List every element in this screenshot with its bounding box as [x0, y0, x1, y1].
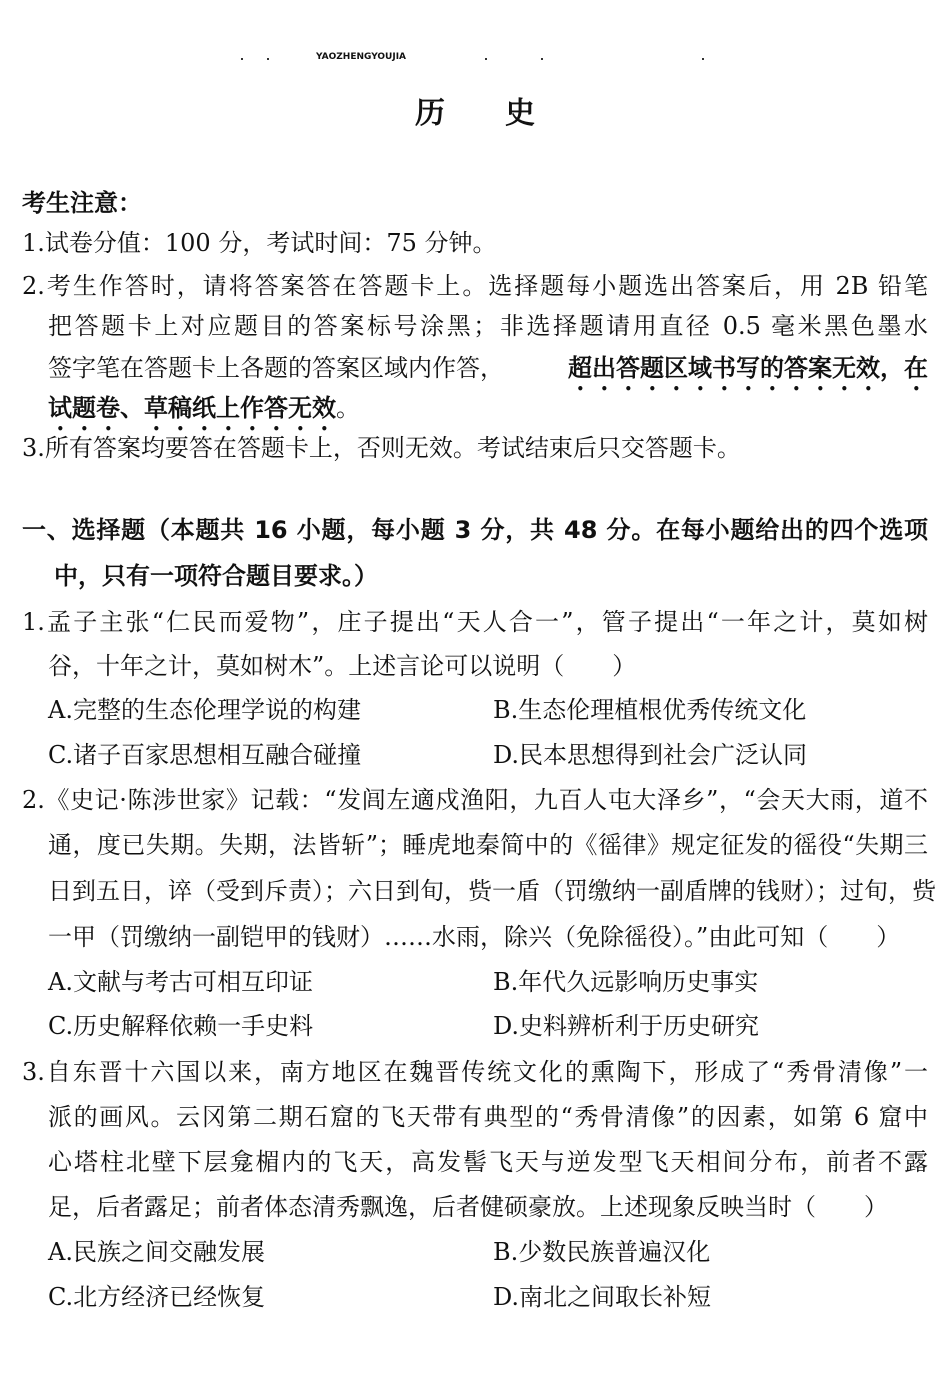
- question-3-line: 足，后者露足；前者体态清秀飘逸，后者健硕豪放。上述现象反映当时（ ）: [48, 1193, 888, 1221]
- page-title: 历史: [415, 96, 595, 131]
- scan-dot: [241, 58, 243, 60]
- question-3-line: 3.自东晋十六国以来，南方地区在魏晋传统文化的熏陶下，形成了“秀骨清像”一: [22, 1058, 928, 1086]
- header-watermark: YAOZHENGYOUJIA: [316, 52, 407, 62]
- notice-line: 2.考生作答时，请将答案答在答题卡上。选择题每小题选出答案后，用 2B 铅笔: [22, 272, 928, 300]
- notice-emphasis: 试题卷、草稿纸上作答无效: [48, 394, 336, 422]
- notice-line: [48, 346, 928, 390]
- question-2-line: 一甲（罚缴纳一副铠甲的钱财）……水雨，除兴（免除徭役）。”由此可知（ ）: [48, 923, 901, 951]
- question-2-option-d[interactable]: D.史料辨析利于历史研究: [493, 1012, 760, 1040]
- question-3-line: 派的画风。云冈第二期石窟的飞天带有典型的“秀骨清像”的因素，如第 6 窟中: [48, 1103, 928, 1131]
- scan-dot: [541, 58, 543, 60]
- question-2-option-a[interactable]: A.文献与考古可相互印证: [48, 968, 313, 996]
- question-1-option-b[interactable]: B.生态伦理植根优秀传统文化: [493, 696, 807, 724]
- notice-text: 。: [336, 394, 360, 422]
- question-3-option-b[interactable]: B.少数民族普遍汉化: [493, 1238, 711, 1266]
- question-1-option-c[interactable]: C.诸子百家思想相互融合碰撞: [48, 741, 362, 769]
- question-1-option-a[interactable]: A.完整的生态伦理学说的构建: [48, 696, 361, 724]
- question-1-line: 谷，十年之计，莫如树木”。上述言论可以说明（ ）: [48, 652, 637, 680]
- notice-emphasis: 超出答题区域书写的答案无效，在: [568, 354, 928, 382]
- question-2-line: 日到五日，谇（受到斥责）；六日到旬，赀一盾（罚缴纳一副盾牌的钱财）；过旬，赀: [48, 877, 936, 905]
- question-3-option-d[interactable]: D.南北之间取长补短: [493, 1283, 712, 1311]
- scan-dot: [485, 58, 487, 60]
- section-heading: 中，只有一项符合题目要求。）: [54, 562, 378, 590]
- notice-text: 签字笔在答题卡上各题的答案区域内作答，: [48, 354, 504, 382]
- question-3-line: 心塔柱北壁下层龛楣内的飞天，高发髻飞天与逆发型飞天相间分布，前者不露: [48, 1148, 928, 1176]
- question-2-line: 2.《史记·陈涉世家》记载：“发闾左適戍渔阳，九百人屯大泽乡”，“会天大雨，道不: [22, 786, 928, 814]
- notice-line: 把答题卡上对应题目的答案标号涂黑；非选择题请用直径 0.5 毫米黑色墨水: [48, 312, 928, 340]
- question-2-option-b[interactable]: B.年代久远影响历史事实: [493, 968, 759, 996]
- notice-line: [48, 386, 928, 430]
- question-3-option-a[interactable]: A.民族之间交融发展: [48, 1238, 265, 1266]
- section-heading: 一、选择题（本题共 16 小题，每小题 3 分，共 48 分。在每小题给出的四个选项: [22, 516, 928, 544]
- question-1-line: 1.孟子主张“仁民而爱物”，庄子提出“天人合一”，管子提出“一年之计，莫如树: [22, 608, 928, 636]
- question-3-option-c[interactable]: C.北方经济已经恢复: [48, 1283, 266, 1311]
- scan-dot: [267, 58, 269, 60]
- notice-line: 1.试卷分值：100 分，考试时间：75 分钟。: [22, 229, 497, 257]
- question-1-option-d[interactable]: D.民本思想得到社会广泛认同: [493, 741, 808, 769]
- notice-heading: 考生注意：: [22, 189, 142, 217]
- notice-line: 3.所有答案均要答在答题卡上，否则无效。考试结束后只交答题卡。: [22, 434, 741, 462]
- scan-dot: [702, 58, 704, 60]
- question-2-line: 通，度已失期。失期，法皆斩”；睡虎地秦简中的《徭律》规定征发的徭役“失期三: [48, 831, 928, 859]
- question-2-option-c[interactable]: C.历史解释依赖一手史料: [48, 1012, 314, 1040]
